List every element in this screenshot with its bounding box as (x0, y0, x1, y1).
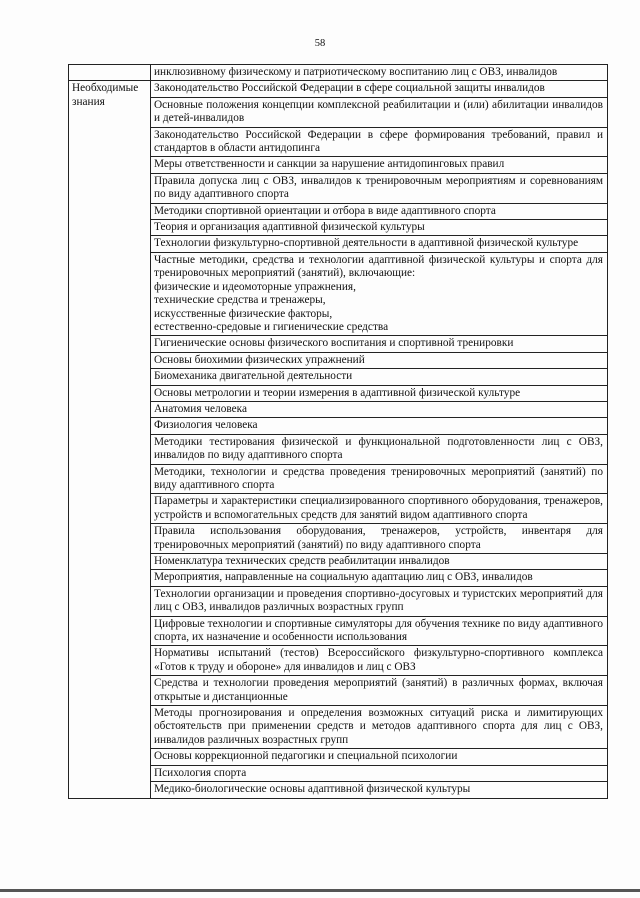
continued-text-cell: инклюзивному физическому и патриотическому воспитанию лиц с ОВЗ, инвалидов (151, 65, 608, 81)
knowledge-item-cell: Законодательство Российской Федерации в сфере социальной защиты инвалидов (151, 81, 608, 97)
knowledge-item-cell: Анатомия человека (151, 401, 608, 417)
knowledge-item-cell: Правила допуска лиц с ОВЗ, инвалидов к тренировочным мероприятиям и соревнованиям по виду адаптивного спорта (151, 173, 608, 203)
knowledge-item-cell: Методики спортивной ориентации и отбора в виде адаптивного спорта (151, 203, 608, 219)
knowledge-item-cell: Теория и организация адаптивной физической культуры (151, 220, 608, 236)
competency-table (68, 64, 608, 799)
table-row (69, 65, 608, 81)
section-label-cell: Необходимые знания (69, 81, 151, 798)
knowledge-item-cell: Физиология человека (151, 418, 608, 434)
knowledge-item-cell: Мероприятия, направленные на социальную адаптацию лиц с ОВЗ, инвалидов (151, 570, 608, 586)
knowledge-item-cell: Психология спорта (151, 765, 608, 781)
knowledge-item-cell: Методики тестирования физической и функциональной подготовленности лиц с ОВЗ, инвалидов по виду адаптивного спорта (151, 434, 608, 464)
knowledge-item-cell: Меры ответственности и санкции за нарушение антидопинговых правил (151, 157, 608, 173)
knowledge-item-cell: Технологии физкультурно-спортивной деятельности в адаптивной физической культуре (151, 236, 608, 252)
knowledge-item-cell: Основные положения концепции комплексной реабилитации и (или) абилитации инвалидов и детей-инвалидов (151, 97, 608, 127)
table-row (69, 81, 608, 97)
knowledge-item-cell: Биомеханика двигательной деятельности (151, 369, 608, 385)
knowledge-item-cell: Основы метрологии и теории измерения в адаптивной физической культуре (151, 385, 608, 401)
knowledge-item-cell: Частные методики, средства и технологии адаптивной физической культуры и спорта для тренировочных мероприятий (занятий), включающие: физические и идеомоторные упражнения, технические средства и тренажеры, искусственные физические факторы, естественно-средовые и гигиенические средства (151, 252, 608, 335)
knowledge-item-cell: Гигиенические основы физического воспитания и спортивной тренировки (151, 336, 608, 352)
scan-bottom-edge (0, 889, 640, 892)
knowledge-item-cell: Средства и технологии проведения мероприятий (занятий) в различных формах, включая открытые и дистанционные (151, 676, 608, 706)
knowledge-item-cell: Правила использования оборудования, тренажеров, устройств, инвентаря для тренировочных мероприятий (занятий) по виду адаптивного спорта (151, 524, 608, 554)
knowledge-item-cell: Законодательство Российской Федерации в сфере формирования требований, правил и стандартов в области антидопинга (151, 127, 608, 157)
page-number: 58 (314, 38, 326, 49)
knowledge-item-cell: Методы прогнозирования и определения возможных ситуаций риска и лимитирующих обстоятельств при применении средств и методов адаптивного спорта для лиц с ОВЗ, инвалидов различных возрастных групп (151, 706, 608, 749)
knowledge-item-cell: Нормативы испытаний (тестов) Всероссийского физкультурно-спортивного комплекса «Готов к труду и обороне» для инвалидов и лиц с ОВЗ (151, 646, 608, 676)
knowledge-item-cell: Цифровые технологии и спортивные симуляторы для обучения технике по виду адаптивного спорта, их назначение и особенности использования (151, 616, 608, 646)
knowledge-item-cell: Параметры и характеристики специализированного спортивного оборудования, тренажеров, устройств и вспомогательных средств для занятий видом адаптивного спорта (151, 494, 608, 524)
knowledge-item-cell: Основы биохимии физических упражнений (151, 352, 608, 368)
knowledge-item-cell: Основы коррекционной педагогики и специальной психологии (151, 749, 608, 765)
knowledge-item-cell: Технологии организации и проведения спортивно-досуговых и туристских мероприятий для лиц с ОВЗ, инвалидов различных возрастных групп (151, 586, 608, 616)
knowledge-item-cell: Методики, технологии и средства проведения тренировочных мероприятий (занятий) по виду адаптивного спорта (151, 464, 608, 494)
knowledge-item-cell: Медико-биологические основы адаптивной физической культуры (151, 782, 608, 798)
knowledge-item-cell: Номенклатура технических средств реабилитации инвалидов (151, 554, 608, 570)
row-label-cell (69, 65, 151, 81)
